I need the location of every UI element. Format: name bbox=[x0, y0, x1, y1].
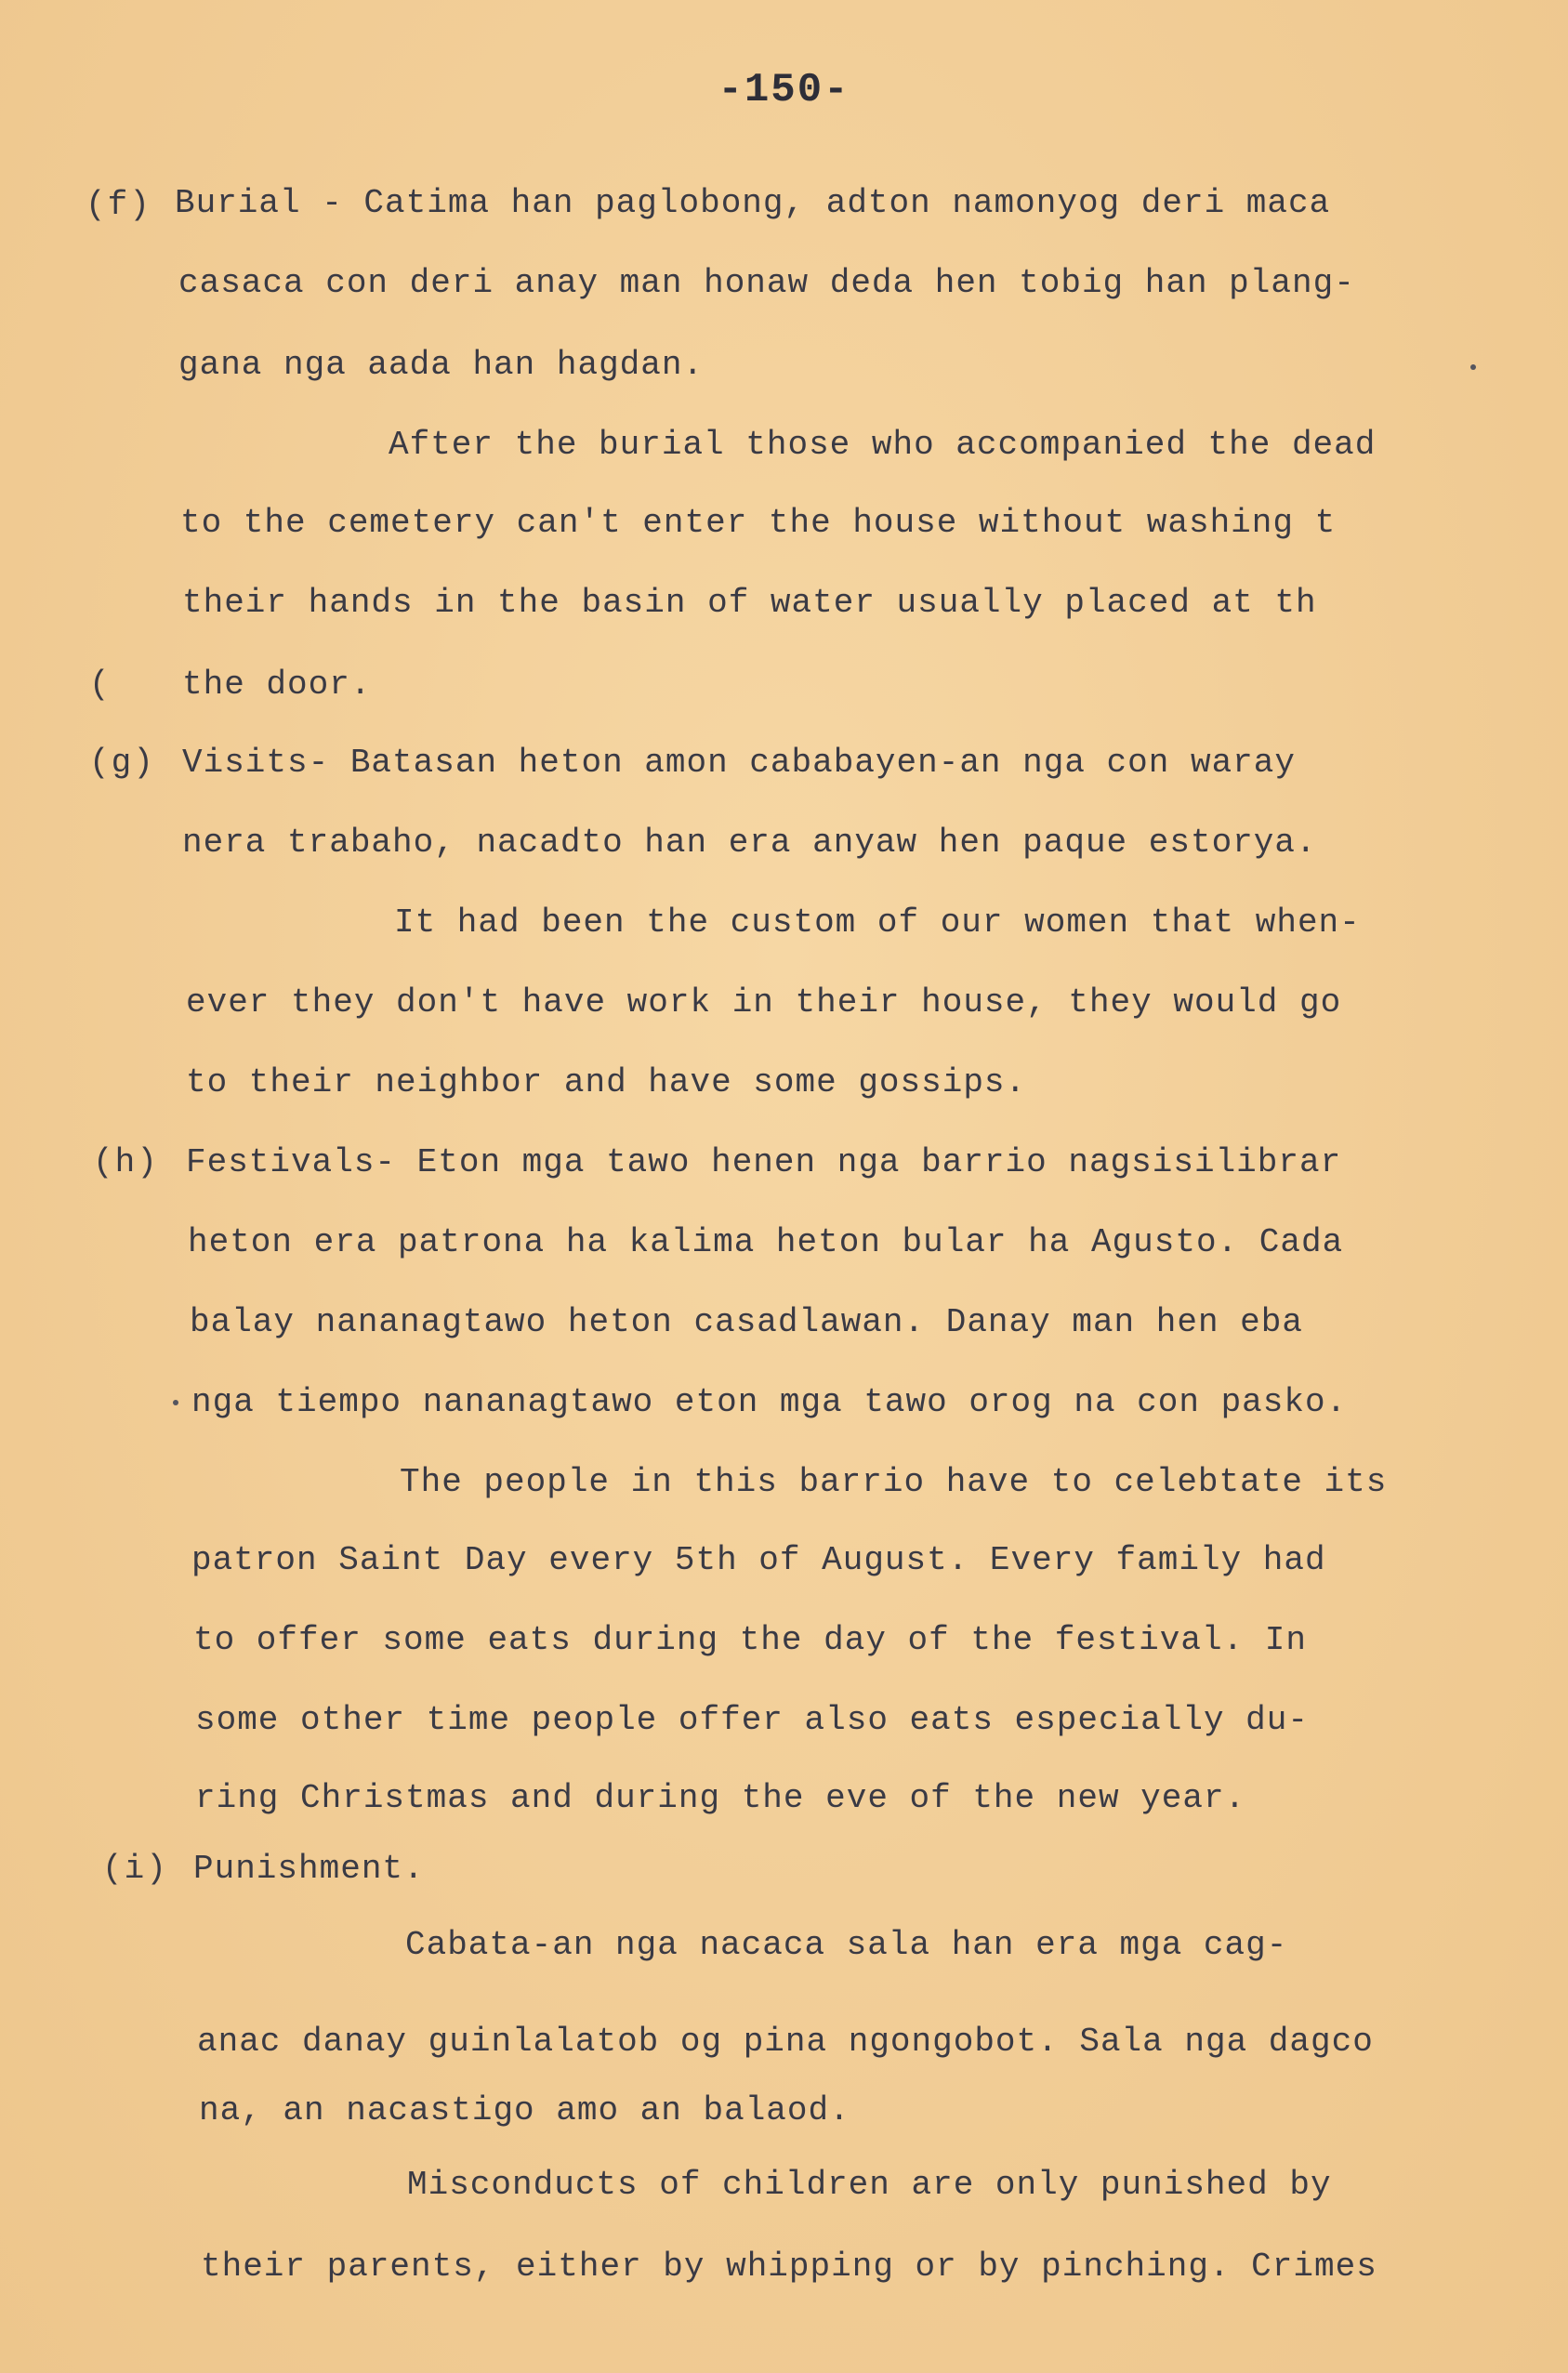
text-line-5: to the cemetery can't enter the house without washing t bbox=[180, 504, 1337, 542]
text-line-6: their hands in the basin of water usually placed at th bbox=[182, 584, 1317, 622]
section-label-f: (f) bbox=[86, 186, 152, 224]
text-line-16: nga tiempo nananagtawo eton mga tawo orog na con pasko. bbox=[191, 1383, 1348, 1421]
text-line-3: gana nga aada han hagdan. bbox=[178, 346, 705, 384]
text-line-13: Festivals- Eton mga tawo henen nga barrio nagsisilibrar bbox=[186, 1143, 1342, 1181]
text-line-24: anac danay guinlalatob og pina ngongobot. Sala nga dagco bbox=[197, 2023, 1374, 2061]
text-line-26: Misconducts of children are only punished by bbox=[407, 2166, 1332, 2204]
section-label-h: (h) bbox=[93, 1143, 159, 1181]
text-line-1: Burial - Catima han paglobong, adton namonyog deri maca bbox=[175, 184, 1331, 222]
text-line-4: After the burial those who accompanied the dead bbox=[389, 426, 1377, 464]
stray-parenthesis: ( bbox=[89, 666, 112, 704]
ink-speck bbox=[1470, 364, 1476, 370]
text-line-8: Visits- Batasan heton amon cababayen-an nga con waray bbox=[182, 744, 1296, 782]
section-label-i: (i) bbox=[102, 1850, 168, 1888]
text-line-21: ring Christmas and during the eve of the new year. bbox=[195, 1779, 1246, 1817]
page-number: -150- bbox=[718, 67, 850, 113]
text-line-20: some other time people offer also eats especially du- bbox=[195, 1701, 1309, 1739]
text-line-23: Cabata-an nga nacaca sala han era mga cag- bbox=[405, 1926, 1288, 1964]
text-line-27: their parents, either by whipping or by pinching. Crimes bbox=[201, 2248, 1377, 2286]
margin-dot bbox=[173, 1400, 178, 1405]
text-line-11: ever they don't have work in their house, they would go bbox=[186, 983, 1342, 1022]
text-line-15: balay nananagtawo heton casadlawan. Danay man hen eba bbox=[190, 1303, 1303, 1341]
text-line-10: It had been the custom of our women that when- bbox=[394, 903, 1361, 942]
text-line-12: to their neighbor and have some gossips. bbox=[186, 1063, 1027, 1101]
text-line-25: na, an nacastigo amo an balaod. bbox=[199, 2091, 850, 2129]
text-line-2: casaca con deri anay man honaw deda hen tobig han plang- bbox=[178, 264, 1355, 302]
text-line-14: heton era patrona ha kalima heton bular ha Agusto. Cada bbox=[188, 1223, 1344, 1261]
text-line-22: Punishment. bbox=[193, 1850, 425, 1888]
text-line-17: The people in this barrio have to celebtate its bbox=[400, 1463, 1388, 1501]
text-line-18: patron Saint Day every 5th of August. Every family had bbox=[191, 1541, 1326, 1579]
text-line-19: to offer some eats during the day of the festival. In bbox=[193, 1621, 1307, 1659]
text-line-7: the door. bbox=[182, 666, 372, 704]
text-line-9: nera trabaho, nacadto han era anyaw hen paque estorya. bbox=[182, 824, 1317, 862]
section-label-g: (g) bbox=[89, 744, 155, 782]
